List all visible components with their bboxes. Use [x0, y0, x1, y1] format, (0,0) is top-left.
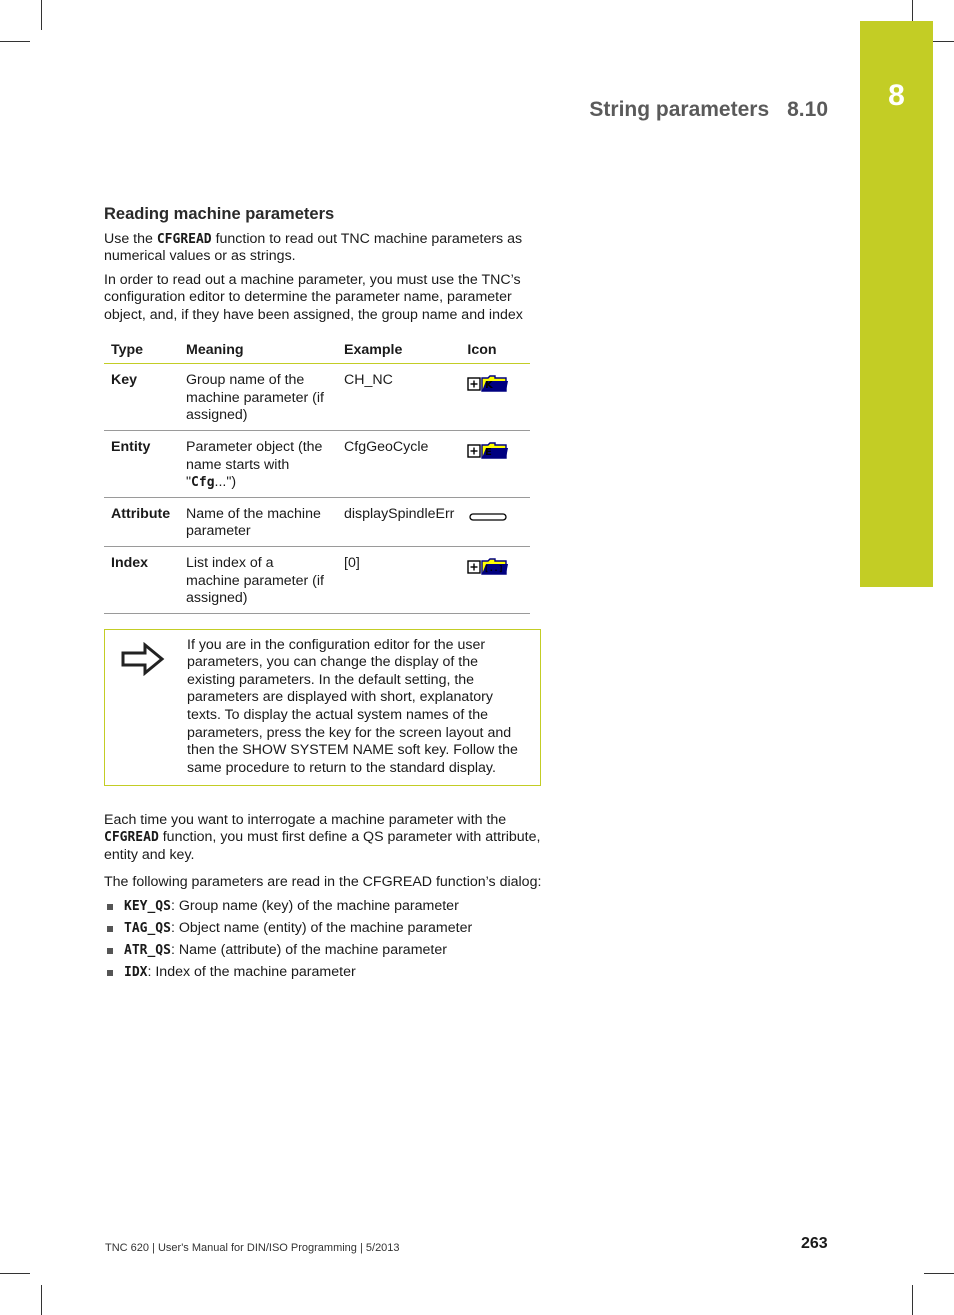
list-code: ATR_QS: [124, 943, 171, 959]
list-text: : Index of the machine parameter: [147, 964, 356, 981]
dialog-paragraph: The following parameters are read in the CFGREAD function’s dialog:: [104, 874, 542, 891]
crop-mark: [41, 0, 42, 30]
crop-mark: [41, 1285, 42, 1315]
intro-text: function to read out TNC machine parameters as numerical values or as strings.: [104, 230, 523, 265]
cell-example: [0]: [337, 546, 460, 613]
crop-mark: [0, 1273, 30, 1274]
list-item: [104, 964, 544, 982]
column-header: Icon: [460, 337, 530, 364]
list-code: TAG_QS: [124, 921, 171, 937]
list-code: KEY_QS: [124, 899, 171, 915]
qs-paragraph: [104, 812, 544, 865]
folder-e-icon: [467, 441, 509, 461]
cell-meaning: Group name of the machine parameter (if assigned): [179, 364, 337, 431]
list-item: [104, 942, 544, 960]
cell-meaning: List index of a machine parameter (if assigned): [179, 546, 337, 613]
header-title: String parameters: [589, 98, 770, 121]
column-header: Type: [104, 337, 179, 364]
page-footer: TNC 620 | User's Manual for DIN/ISO Programming | 5/2013: [105, 1242, 400, 1254]
arrow-right-icon: [121, 642, 165, 676]
list-item: [104, 920, 544, 938]
cell-type: Entity: [104, 430, 179, 497]
svg-text:K: K: [485, 380, 494, 392]
table-header-row: [104, 337, 530, 364]
code-cfgread: CFGREAD: [156, 231, 212, 247]
body-text: function, you must first define a QS parameter with attribute, entity and key.: [104, 829, 541, 863]
page-header: [589, 98, 828, 122]
intro-text: Use the: [104, 230, 157, 247]
intro-paragraph: [104, 231, 544, 266]
crop-mark: [0, 41, 30, 42]
list-text: : Group name (key) of the machine parameter: [170, 898, 459, 915]
code-cfg: Cfg: [191, 475, 215, 491]
list-code: IDX: [124, 965, 148, 981]
attribute-bar-icon: [467, 508, 509, 528]
parameter-table: [104, 337, 530, 614]
cell-type: Key: [104, 364, 179, 431]
config-paragraph: In order to read out a machine parameter, you must use the TNC’s configuration editor to determine the parameter name, parameter object, and, if they have been assigned, the group name and index: [104, 271, 523, 323]
main-content: [104, 206, 544, 986]
chapter-number: 8: [888, 79, 905, 112]
note-text: If you are in the configuration editor for the user parameters, you can change the display of the existing parameters. In the default setting, the parameters are displayed with short, explanatory texts. To display the actual system names of the parameters, press the key for the screen layout and then the SHOW SYSTEM NAME soft key. Follow the same procedure to return to the standard display.: [187, 636, 518, 776]
bullet-icon: [107, 904, 113, 910]
cell-type: Attribute: [104, 497, 179, 546]
table-row: [104, 364, 530, 431]
list-item: [104, 898, 544, 916]
svg-text:[..]: [..]: [484, 563, 504, 573]
cell-example: displaySpindleErr: [337, 497, 460, 546]
header-section: 8.10: [787, 98, 828, 121]
meaning-text: ..."): [214, 474, 237, 491]
folder-k-icon: [467, 374, 509, 394]
note-box: [104, 629, 541, 786]
chapter-tab: [860, 21, 933, 587]
page-number: 263: [801, 1235, 828, 1252]
bullet-icon: [107, 970, 113, 976]
cell-example: CH_NC: [337, 364, 460, 431]
crop-mark: [924, 1273, 954, 1274]
section-heading: Reading machine parameters: [104, 205, 335, 223]
table-row: [104, 497, 530, 546]
cell-type: Index: [104, 546, 179, 613]
column-header: Meaning: [179, 337, 337, 364]
code-cfgread: CFGREAD: [104, 830, 159, 846]
list-text: : Object name (entity) of the machine parameter: [170, 920, 473, 937]
meaning-text: Parameter object (the name starts with ": [186, 438, 323, 491]
column-header: Example: [337, 337, 460, 364]
cell-meaning: Name of the machine parameter: [179, 497, 337, 546]
list-text: : Name (attribute) of the machine parameter: [170, 942, 447, 959]
parameter-list: [104, 898, 544, 982]
folder-index-icon: [467, 557, 509, 577]
table-row: [104, 430, 530, 497]
bullet-icon: [107, 948, 113, 954]
svg-text:E: E: [485, 446, 493, 458]
bullet-icon: [107, 926, 113, 932]
cell-meaning: [179, 430, 337, 497]
body-text: Each time you want to interrogate a machine parameter with the: [104, 811, 507, 828]
cell-example: CfgGeoCycle: [337, 430, 460, 497]
table-row: [104, 546, 530, 613]
crop-mark: [912, 1285, 913, 1315]
